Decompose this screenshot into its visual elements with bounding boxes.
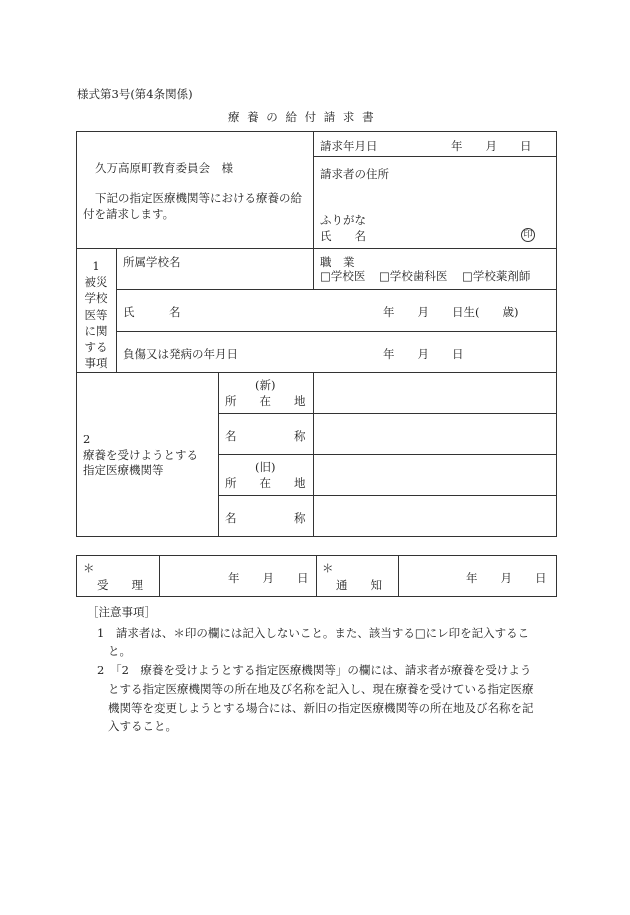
occupation-option-school-pharmacist[interactable]: □学校薬剤師 (462, 269, 531, 283)
requester-name-label: 氏 名 (320, 229, 366, 243)
divider (313, 372, 314, 537)
birth-date-field[interactable]: 年 月 日生( 歳) (383, 305, 519, 319)
divider (159, 555, 160, 597)
section2-label-line2: 指定医療機関等 (83, 463, 164, 477)
injury-date-label: 負傷又は発病の年月日 (123, 347, 238, 361)
divider (313, 156, 557, 157)
divider (116, 331, 557, 332)
divider (116, 248, 117, 372)
recipient: 久万高原町教育委員会 様 (95, 161, 233, 175)
section1-side-line: する (84, 340, 108, 355)
old-location-label: 所 在 地 (225, 476, 306, 490)
occupation-option-school-doctor[interactable]: □学校医 (320, 269, 366, 283)
requester-address-label: 請求者の住所 (320, 167, 389, 181)
divider (218, 372, 219, 537)
note1-line2: と。 (108, 644, 131, 658)
note2-line4: 入すること。 (108, 719, 177, 733)
divider (76, 248, 557, 249)
section2-label-line1: 療養を受けようとする (83, 448, 198, 462)
divider (398, 555, 399, 597)
injury-date-field[interactable]: 年 月 日 (383, 347, 464, 361)
request-date-field[interactable]: 年 月 日 (451, 139, 532, 153)
request-text-line2: 付を請求します。 (83, 207, 175, 221)
notice-date-field[interactable]: 年 月 日 (466, 571, 547, 585)
section1-side-line: 事項 (84, 356, 108, 371)
old-institution-tag: (旧) (255, 460, 276, 474)
divider (313, 131, 314, 289)
form-title: 療 養 の 給 付 請 求 書 (228, 110, 376, 124)
form-number: 様式第3号(第4条関係) (77, 87, 193, 101)
seal-mark: 印 (521, 228, 535, 242)
section1-side-line: 医等 (84, 307, 108, 322)
section1-side-line: 学校 (84, 291, 108, 306)
note1-line1: 1 請求者は、＊印の欄には記入しないこと。また、該当する□にレ印を記入するこ (97, 626, 530, 640)
request-text-line1: 下記の指定医療機関等における療養の給 (95, 191, 302, 205)
notes-heading: ［注意事項］ (87, 605, 156, 619)
section2-number: 2 (83, 432, 91, 446)
furigana-label: ふりがな (320, 213, 366, 227)
divider (218, 454, 557, 455)
new-institution-tag: (新) (255, 378, 276, 392)
old-name-label: 名 称 (225, 511, 306, 525)
notice-label: 通 知 (336, 578, 382, 592)
divider (116, 289, 557, 290)
note2-line2: とする指定医療機関等の所在地及び名称を記入し、現在療養を受けている指定医療 (108, 682, 534, 696)
occupation-option-school-dentist[interactable]: □学校歯科医 (379, 269, 448, 283)
divider (316, 555, 317, 597)
received-date-field[interactable]: 年 月 日 (228, 571, 309, 585)
divider (218, 495, 557, 496)
received-label: 受 理 (97, 578, 143, 592)
occupation-label: 職 業 (320, 255, 355, 269)
notice-asterisk: ＊ (322, 561, 334, 575)
request-date-label: 請求年月日 (320, 139, 378, 153)
divider (76, 372, 557, 373)
section1-side-label (76, 258, 116, 371)
new-location-label: 所 在 地 (225, 394, 306, 408)
note2-line3: 機関等を変更しようとする場合には、新旧の指定医療機関等の所在地及び名称を記 (108, 701, 534, 715)
section1-side-line: 被災 (84, 275, 108, 290)
section1-side-line: に関 (84, 323, 108, 338)
section1-side-line: 1 (92, 259, 100, 273)
receipt-asterisk: ＊ (83, 561, 95, 575)
divider (218, 413, 557, 414)
victim-name-label: 氏 名 (123, 305, 181, 319)
new-name-label: 名 称 (225, 429, 306, 443)
school-name-label: 所属学校名 (123, 255, 181, 269)
note2-line1: 2 「2 療養を受けようとする指定医療機関等」の欄には、請求者が療養を受けよう (97, 663, 532, 677)
